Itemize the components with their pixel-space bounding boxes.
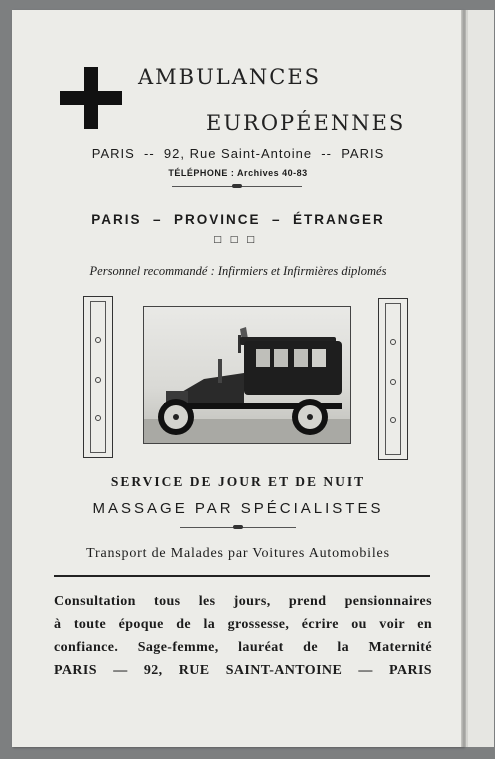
paragraph-line-2: à toute époque de la grossesse, écrire ou voir en — [54, 617, 432, 632]
ornament-dot-2 — [233, 525, 243, 529]
transport-line: Transport de Malades par Voitures Automobiles — [86, 546, 390, 561]
paragraph-line-1: Consultation tous les jours, prend pensionnaires — [54, 594, 432, 609]
title-line-2: EUROPÉENNES — [206, 111, 406, 135]
staff-line: Personnel recommandé : Infirmiers et Infirmières diplomés — [89, 264, 387, 278]
ornament-boxes: □□□ — [213, 235, 263, 245]
paragraph-line-4: PARIS — 92, RUE SAINT-ANTOINE — PARIS — [54, 663, 432, 678]
ambulance-illustration — [144, 307, 350, 443]
telephone-line: TÉLÉPHONE : Archives 40-83 — [168, 168, 308, 178]
massage-line: MASSAGE PAR SPÉCIALISTES — [92, 500, 384, 517]
service-line: SERVICE DE JOUR ET DE NUIT — [110, 474, 366, 489]
facing-page-edge — [466, 10, 494, 747]
section-divider — [54, 575, 430, 577]
advertisement-page — [12, 10, 464, 747]
left-pillar-ornament — [83, 296, 113, 458]
ambulance-photo — [143, 306, 351, 444]
ornament-dot-1 — [232, 184, 242, 188]
right-pillar-ornament — [378, 298, 408, 460]
paragraph-line-3: confiance. Sage-femme, lauréat de la Maternité — [54, 640, 432, 655]
address-line: PARIS -- 92, Rue Saint-Antoine -- PARIS — [91, 146, 385, 161]
title-line-1: AMBULANCES — [138, 65, 322, 89]
cross-icon — [60, 67, 122, 129]
consultation-paragraph — [54, 590, 432, 682]
destinations-line: PARIS – PROVINCE – ÉTRANGER — [91, 212, 385, 227]
